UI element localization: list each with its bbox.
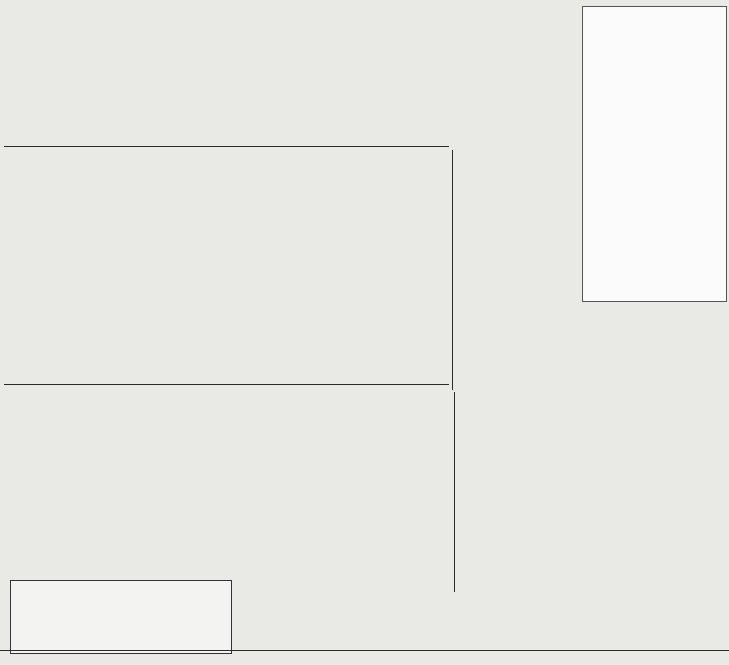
section-banner bbox=[582, 6, 727, 302]
divider bbox=[454, 392, 455, 592]
article-lead bbox=[244, 10, 451, 140]
article-5-cont bbox=[312, 426, 452, 591]
lineup-box bbox=[10, 580, 232, 654]
lineup-macau-players bbox=[17, 585, 97, 649]
article-4-cont bbox=[586, 412, 724, 588]
lineup-hk-players bbox=[119, 585, 207, 649]
divider bbox=[4, 146, 449, 147]
article-5 bbox=[232, 426, 284, 591]
article-right-top bbox=[582, 306, 725, 406]
divider bbox=[452, 150, 453, 390]
article-4 bbox=[458, 398, 550, 588]
article-3 bbox=[4, 388, 230, 568]
article-2-cont bbox=[246, 152, 290, 384]
article-2 bbox=[290, 232, 456, 384]
page-rule bbox=[0, 650, 729, 651]
article-1 bbox=[4, 152, 190, 377]
divider bbox=[4, 384, 449, 385]
